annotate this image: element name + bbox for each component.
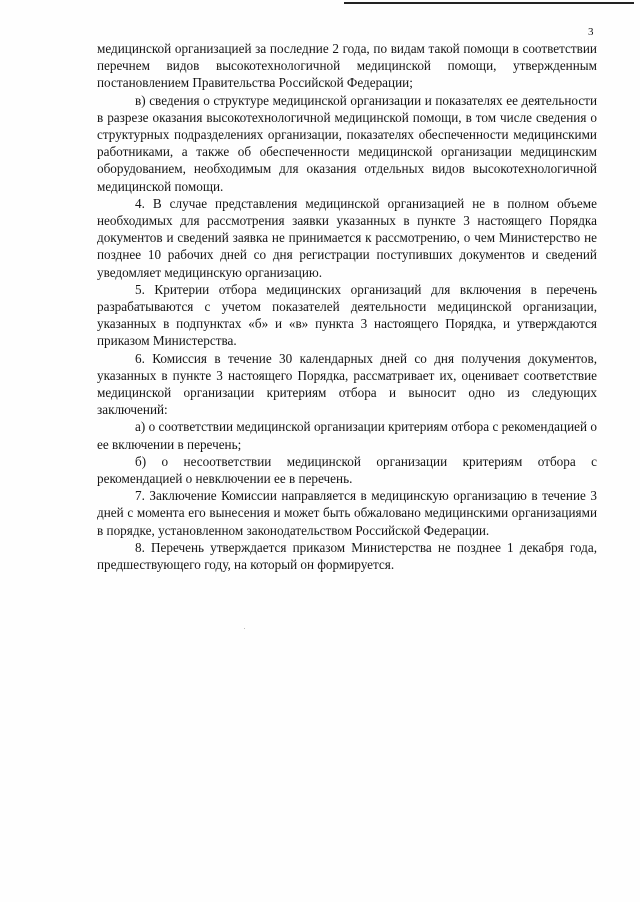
- document-body: [97, 40, 597, 573]
- subparagraph-v: в) сведения о структуре медицинской организации и показателях ее деятельности в разрезе оказания высокотехнологичной медицинской помощи, в том числе сведения о структурных подразделениях организации, показателях обеспеченности медицинскими работниками, а также об обеспеченности медицинской организации медицинским оборудованием, необходимым для оказания отдельных видов высокотехнологичной медицинской помощи.: [97, 92, 597, 194]
- subparagraph-b: б) о несоответствии медицинской организации критериям отбора с рекомендацией о невключении ее в перечень.: [97, 453, 597, 487]
- paragraph-4: 4. В случае представления медицинской организацией не в полном объеме необходимых для рассмотрения заявки указанных в пункте 3 настоящего Порядка документов и сведений заявка не принимается к рассмотрению, о чем Министерство не позднее 10 рабочих дней со дня регистрации поступивших документов и сведений уведомляет медицинскую организацию.: [97, 195, 597, 280]
- paragraph-8: 8. Перечень утверждается приказом Министерства не позднее 1 декабря года, предшествующего году, на который он формируется.: [97, 539, 597, 573]
- paragraph-continuation: медицинской организацией за последние 2 года, по видам такой помощи в соответствии перечнем видов высокотехнологичной медицинской помощи, утвержденным постановлением Правительства Российской Федерации;: [97, 41, 597, 91]
- paragraph-7: 7. Заключение Комиссии направляется в медицинскую организацию в течение 3 дней с момента его вынесения и может быть обжаловано медицинскими организациями в порядке, установленном законодательством Российской Федерации.: [97, 488, 597, 538]
- page-number: 3: [588, 26, 594, 38]
- subparagraph-a: а) о соответствии медицинской организации критериям отбора с рекомендацией о ее включении в перечень;: [97, 419, 597, 452]
- scan-speck: [244, 628, 245, 629]
- paragraph-5: 5. Критерии отбора медицинских организаций для включения в перечень разрабатываются с учетом показателей деятельности медицинской организации, указанных в подпунктах «б» и «в» пункта 3 настоящего Порядка, и утверждаются приказом Министерства.: [97, 281, 597, 349]
- paragraph-6: 6. Комиссия в течение 30 календарных дней со дня получения документов, указанных в пункте 3 настоящего Порядка, рассматривает их, оценивает соответствие медицинской организации критериям отбора и выносит одно из следующих заключений:: [97, 350, 597, 418]
- top-rule: [344, 2, 634, 4]
